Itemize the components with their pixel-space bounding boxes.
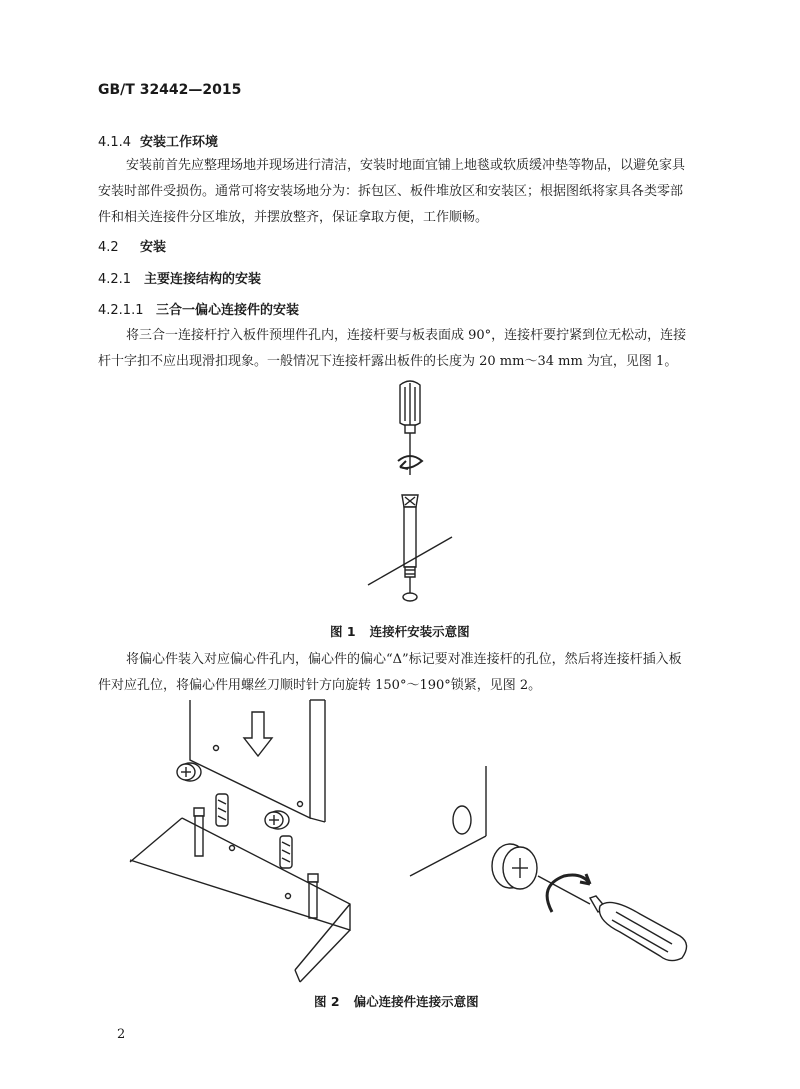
figure-2-drawing <box>120 700 700 990</box>
figure-label: 图 2 <box>314 994 340 1009</box>
section-number: 4.2.1.1 <box>98 303 144 318</box>
section-title: 三合一偏心连接件的安装 <box>156 303 300 318</box>
section-heading-4-2-1 <box>98 268 261 287</box>
paragraph-line: 将偏心件装入对应偏心件孔内，偏心件的偏心“Δ”标记要对准连接杆的孔位，然后将连接杆插入板 <box>126 652 682 667</box>
section-number: 4.2.1 <box>98 272 132 287</box>
section-heading-4-2 <box>98 236 166 255</box>
dowel-1 <box>216 794 228 826</box>
paragraph-line: 安装前首先应整理场地并现场进行清洁，安装时地面宜铺上地毯或软质缓冲垫等物品，以避免家具 <box>126 158 686 173</box>
eccentric-cam <box>492 844 537 889</box>
section-number: 4.1.4 <box>98 135 132 150</box>
section-title: 安装工作环境 <box>140 135 219 150</box>
connector-rod-right <box>308 874 318 918</box>
section-heading-4-1-4 <box>98 131 218 150</box>
figure-1-caption <box>330 622 470 640</box>
figure-caption-text: 偏心连接件连接示意图 <box>353 994 479 1009</box>
embedded-part <box>403 593 417 601</box>
paragraph-eccentric-part <box>98 647 682 699</box>
paragraph-connector-rod <box>98 323 686 375</box>
figure-2-caption <box>314 992 479 1010</box>
paragraph-line: 安装时部件受损伤。通常可将安装场地分为：拆包区、板件堆放区和安装区；根据图纸将家具各类零部 <box>98 184 684 199</box>
figure-1-drawing <box>360 375 460 615</box>
screwdriver-2 <box>538 876 687 961</box>
paragraph-line: 杆十字扣不应出现滑扣现象。一般情况下连接杆露出板件的长度为 20 mm～34 mm 为宜，见图 1。 <box>98 354 678 369</box>
eccentric-cam-right <box>265 811 289 829</box>
figure-label: 图 1 <box>330 624 356 639</box>
paragraph-line: 件和相关连接件分区堆放，并摆放整齐，保证拿取方便，工作顺畅。 <box>98 210 489 225</box>
figure-caption-text: 连接杆安装示意图 <box>369 624 470 639</box>
dowel-2 <box>280 836 292 868</box>
paragraph-installation-environment <box>98 153 685 231</box>
rotation-arrow-2 <box>547 875 590 912</box>
eccentric-cam-left <box>177 763 201 781</box>
page-number: 2 <box>117 1027 126 1042</box>
section-title: 主要连接结构的安装 <box>144 272 262 287</box>
section-title: 安装 <box>140 240 167 255</box>
section-heading-4-2-1-1 <box>98 299 299 318</box>
cam-hole <box>453 806 471 834</box>
section-number: 4.2 <box>98 240 119 255</box>
paragraph-line: 件对应孔位，将偏心件用螺丝刀顺时针方向旋转 150°～190°锁紧，见图 2。 <box>98 678 542 693</box>
vertical-panel <box>190 700 310 818</box>
paragraph-line: 将三合一连接杆拧入板件预埋件孔内，连接杆要与板表面成 90°，连接杆要拧紧到位无松动，连接 <box>126 328 687 343</box>
connector-rod-left <box>194 808 204 856</box>
standard-number: GB/T 32442—2015 <box>98 82 242 98</box>
